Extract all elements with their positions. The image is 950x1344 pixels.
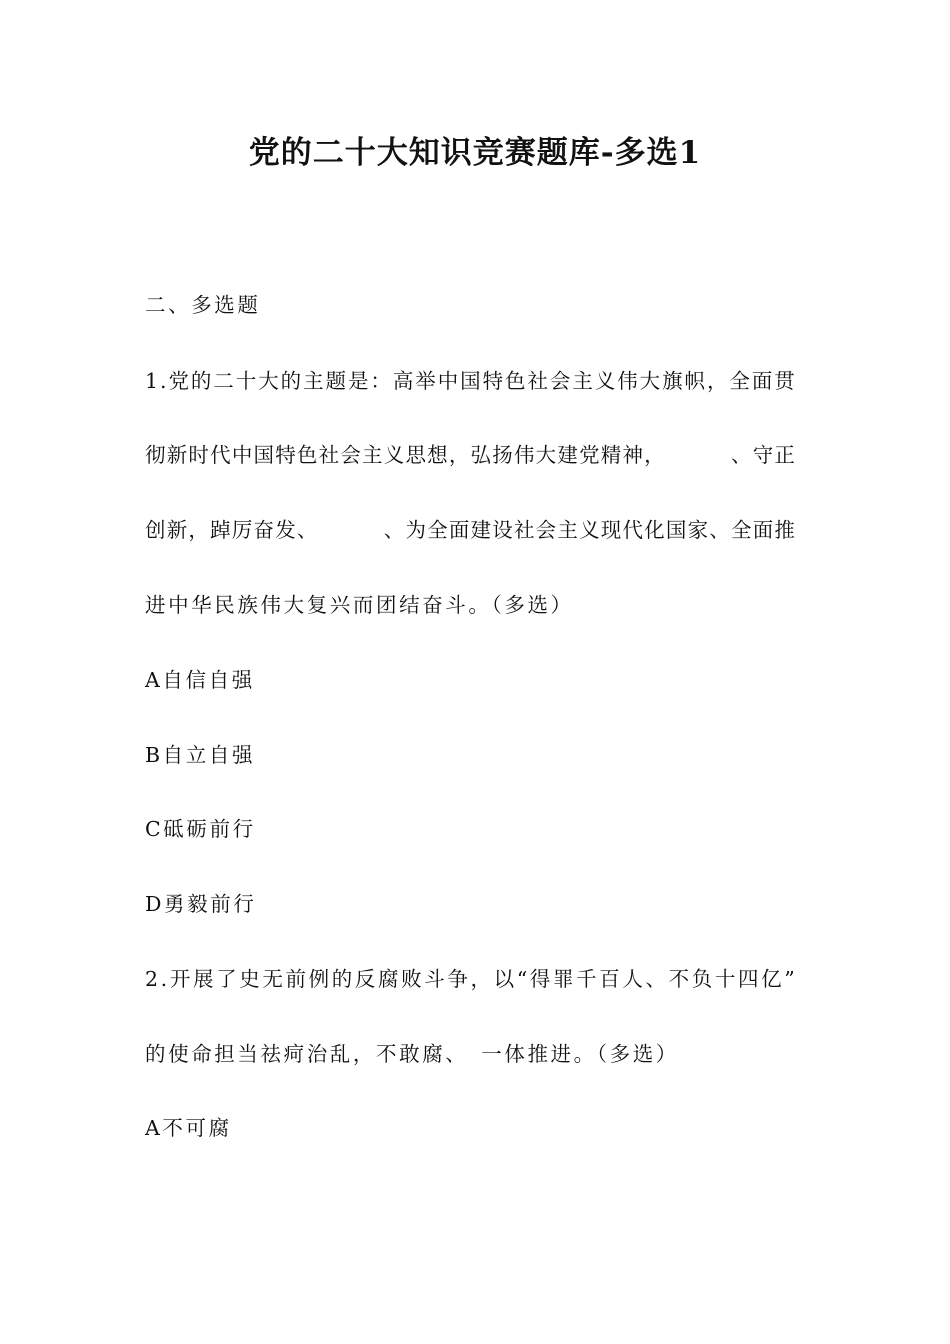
- text-glyph: 面: [448, 518, 470, 542]
- text-glyph: 斗: [424, 967, 445, 991]
- text-glyph: 旗: [662, 369, 683, 393]
- text-glyph: 百: [599, 967, 620, 991]
- text-glyph: 二: [213, 369, 234, 393]
- text-glyph: 十: [714, 967, 736, 991]
- text-glyph: “: [516, 967, 528, 991]
- text-glyph: 反: [354, 967, 376, 991]
- text-glyph: ，: [706, 369, 728, 393]
- text-glyph: 无: [262, 967, 283, 991]
- text-glyph: 党: [168, 369, 189, 393]
- text-glyph: ”: [784, 967, 795, 991]
- text-glyph: 腐: [377, 967, 399, 991]
- text-glyph: 亿: [761, 967, 782, 991]
- text-glyph: 四: [737, 967, 759, 991]
- text-glyph: 踔: [210, 518, 231, 542]
- question-1-option-c: C砥砺前行: [145, 817, 256, 841]
- text-glyph: [319, 515, 340, 545]
- text-glyph: .: [160, 967, 168, 991]
- text-glyph: 主: [303, 369, 324, 393]
- text-glyph: [340, 515, 361, 545]
- text-glyph: 新: [166, 518, 188, 542]
- text-glyph: 不: [668, 967, 690, 991]
- text-glyph: 社: [318, 443, 340, 467]
- text-glyph: 厉: [231, 518, 253, 542]
- text-glyph: 人: [622, 967, 643, 991]
- question-2-line-2: 的使命担当祛疴治乱，不敢腐、 一体推进。（多选）: [145, 1042, 679, 1066]
- text-glyph: 1: [145, 369, 159, 393]
- text-glyph: 千: [576, 967, 597, 991]
- text-glyph: ，: [188, 518, 209, 542]
- text-glyph: 国: [460, 369, 481, 393]
- text-glyph: 面: [751, 369, 773, 393]
- text-glyph: 史: [239, 967, 260, 991]
- text-glyph: 主: [362, 443, 383, 467]
- text-glyph: 建: [557, 443, 578, 467]
- text-glyph: 、: [383, 518, 405, 542]
- text-glyph: 国: [253, 443, 275, 467]
- text-glyph: 为: [405, 518, 426, 542]
- text-glyph: 、: [709, 518, 730, 542]
- text-glyph: [362, 515, 383, 545]
- text-glyph: 义: [594, 369, 616, 393]
- text-glyph: 2: [145, 967, 159, 991]
- text-glyph: 特: [482, 369, 504, 393]
- question-1-line-3: [145, 515, 795, 545]
- text-glyph: [709, 440, 730, 470]
- text-glyph: 举: [415, 369, 436, 393]
- text-glyph: 推: [774, 518, 795, 542]
- text-glyph: 发: [275, 518, 296, 542]
- text-glyph: 特: [275, 443, 296, 467]
- text-glyph: 主: [557, 518, 578, 542]
- text-glyph: 、: [645, 967, 666, 991]
- text-glyph: 创: [145, 518, 166, 542]
- text-glyph: .: [159, 369, 167, 393]
- section-heading: 二、多选题: [145, 293, 261, 317]
- question-1-option-b: B自立自强: [145, 743, 256, 767]
- text-glyph: 大: [258, 369, 279, 393]
- text-glyph: 色: [296, 443, 318, 467]
- text-glyph: 的: [280, 369, 302, 393]
- text-glyph: 败: [401, 967, 422, 991]
- text-glyph: 罪: [552, 967, 574, 991]
- text-glyph: 的: [190, 369, 212, 393]
- text-glyph: 全: [730, 518, 752, 542]
- text-glyph: ，: [470, 967, 491, 991]
- text-glyph: 是: [347, 369, 369, 393]
- text-glyph: ，: [644, 443, 665, 467]
- text-glyph: 党: [579, 443, 600, 467]
- text-glyph: 社: [513, 518, 535, 542]
- text-glyph: 建: [470, 518, 492, 542]
- text-glyph: 开: [169, 967, 191, 991]
- text-glyph: 中: [437, 369, 459, 393]
- text-glyph: 、: [730, 443, 752, 467]
- text-glyph: 义: [579, 518, 600, 542]
- text-glyph: 主: [572, 369, 593, 393]
- text-glyph: 扬: [492, 443, 513, 467]
- text-glyph: 奋: [253, 518, 275, 542]
- text-glyph: 设: [492, 518, 513, 542]
- text-glyph: 思: [405, 443, 426, 467]
- text-glyph: [666, 440, 687, 470]
- text-glyph: 弘: [470, 443, 492, 467]
- text-glyph: 守: [752, 443, 774, 467]
- text-glyph: 代: [622, 518, 643, 542]
- question-1-line-1: [145, 366, 795, 396]
- text-glyph: 代: [210, 443, 231, 467]
- text-glyph: 了: [216, 967, 237, 991]
- text-glyph: 正: [774, 443, 795, 467]
- text-glyph: 帜: [684, 369, 706, 393]
- text-glyph: 国: [665, 518, 687, 542]
- document-title: 党的二十大知识竞赛题库-多选1: [248, 135, 702, 171]
- text-glyph: 想: [427, 443, 448, 467]
- text-glyph: ，: [448, 443, 470, 467]
- text-glyph: [688, 440, 709, 470]
- question-2-line-1: [145, 964, 795, 994]
- text-glyph: 得: [529, 967, 551, 991]
- text-glyph: 全: [427, 518, 448, 542]
- question-2-option-a: A不可腐: [145, 1116, 232, 1140]
- text-glyph: 面: [752, 518, 774, 542]
- question-1-line-4: 进中华民族伟大复兴而团结奋斗。（多选）: [145, 593, 574, 617]
- text-glyph: 前: [285, 967, 306, 991]
- text-glyph: 展: [192, 967, 214, 991]
- question-1-option-a: A自信自强: [145, 668, 255, 692]
- text-glyph: 高: [392, 369, 414, 393]
- text-glyph: 色: [505, 369, 526, 393]
- text-glyph: 例: [308, 967, 330, 991]
- text-glyph: 题: [325, 369, 347, 393]
- text-glyph: 化: [644, 518, 665, 542]
- text-glyph: 的: [331, 967, 353, 991]
- text-glyph: 、: [296, 518, 318, 542]
- text-glyph: 时: [188, 443, 209, 467]
- text-glyph: 家: [687, 518, 709, 542]
- text-glyph: 伟: [513, 443, 535, 467]
- text-glyph: 中: [231, 443, 253, 467]
- text-glyph: 会: [340, 443, 361, 467]
- text-glyph: 会: [549, 369, 571, 393]
- text-glyph: 伟: [617, 369, 638, 393]
- text-glyph: 彻: [145, 443, 166, 467]
- text-glyph: 会: [535, 518, 557, 542]
- text-glyph: 大: [639, 369, 661, 393]
- text-glyph: 神: [622, 443, 643, 467]
- text-glyph: 十: [235, 369, 257, 393]
- text-glyph: 社: [527, 369, 548, 393]
- text-glyph: 以: [493, 967, 515, 991]
- text-glyph: 义: [383, 443, 405, 467]
- text-glyph: ：: [370, 369, 391, 393]
- question-1-option-d: D勇毅前行: [145, 892, 257, 916]
- text-glyph: 大: [535, 443, 557, 467]
- text-glyph: 精: [600, 443, 622, 467]
- text-glyph: 全: [729, 369, 750, 393]
- text-glyph: 负: [691, 967, 713, 991]
- question-1-line-2: [145, 440, 795, 470]
- text-glyph: 贯: [774, 369, 795, 393]
- text-glyph: 争: [447, 967, 468, 991]
- text-glyph: 新: [166, 443, 188, 467]
- text-glyph: 现: [600, 518, 622, 542]
